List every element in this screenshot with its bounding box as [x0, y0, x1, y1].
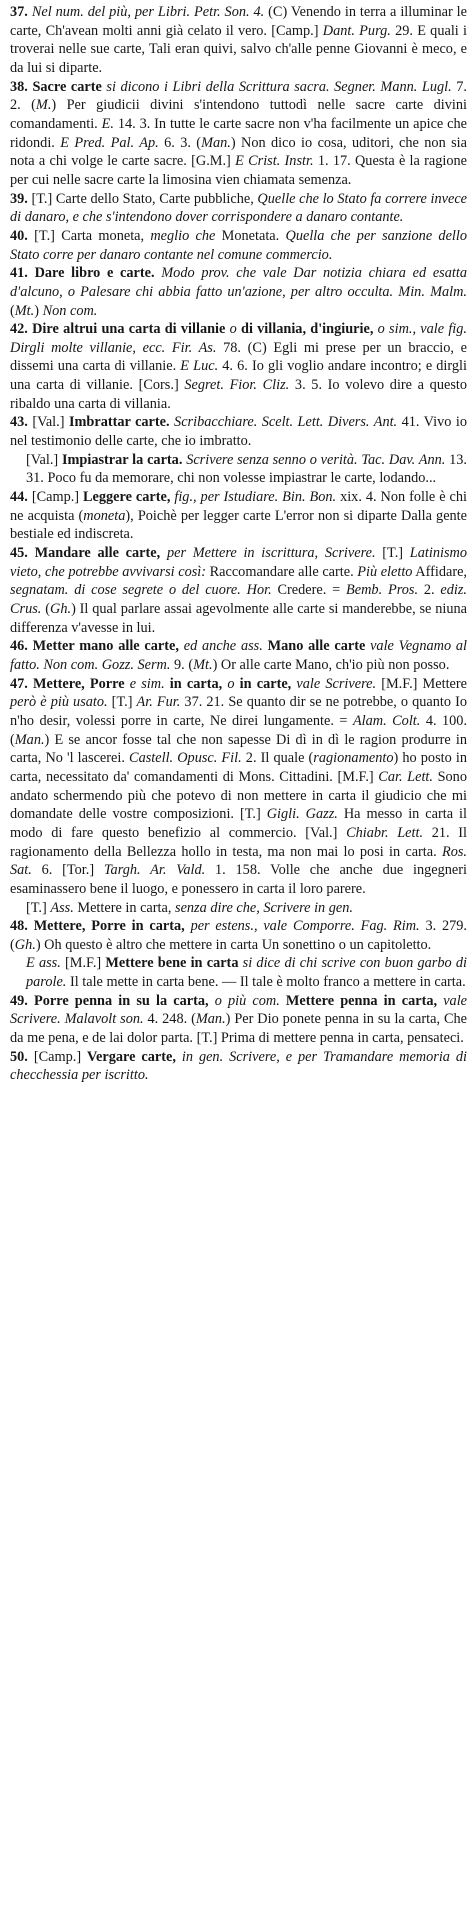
dictionary-entry-e48 [10, 917, 467, 954]
entry-text: [T.] [26, 899, 51, 916]
entry-text: ) ho posto in carta, necessitato da' comandamenti di Mons. Cittadini. [M.F.] [10, 750, 467, 785]
entry-gloss: fig., per Istudiare. Bin. Bon. [170, 489, 337, 506]
entry-text: Sono andato schermendo più che potevo di non mettere in carta il giudicio che mi domandate delle vostre composizioni. [T.] [10, 768, 467, 823]
entry-number: 42. [10, 321, 33, 338]
dictionary-entry-e38 [10, 78, 467, 190]
entry-headword: di villania, d'ingiurie, [241, 321, 374, 338]
entry-headword: Impiastrar la carta. [61, 451, 183, 468]
entry-text: 41. Vivo io nel testimonio delle carte, che io imbratto. [10, 414, 467, 450]
entry-text: Ha messo in carta il modo di fare questo benefizio al commercio. [Val.] [10, 806, 467, 841]
entry-text: Raccomandare alle carte. [206, 563, 358, 580]
entry-gloss: Latinismo vieto, che potrebbe avvivarsi così: [10, 545, 467, 580]
entry-gloss: Man. [14, 731, 45, 748]
entry-number: 39. [10, 190, 32, 207]
entry-gloss: Più eletto [357, 563, 413, 580]
entry-gloss: E Luc. [180, 358, 219, 375]
entry-gloss: Targh. Ar. Vald. [103, 862, 206, 879]
entry-text: ) E se ancor fosse tal che non sapesse Di dì in dì le ragion produrre in carta, No 'l lascerei. [10, 731, 467, 767]
entry-gloss: Quelle che lo Stato fa correre invece di danaro, e che s'intendono dover corrispondere a danaro contante. [10, 190, 468, 226]
entry-gloss: Dant. Purg. [322, 22, 391, 39]
entry-text: 9. ( [170, 656, 194, 673]
dictionary-entry-e45 [10, 544, 467, 637]
entry-headword: Dire altrui una carta di villanie [32, 321, 226, 338]
entry-text: ( [41, 601, 50, 617]
entry-number: 38. [10, 78, 33, 95]
entry-gloss: Castell. Opusc. Fil. [129, 750, 242, 767]
entry-text: 2. [418, 582, 441, 599]
entry-gloss: E Crist. Instr. [235, 153, 314, 170]
entry-text: [Camp.] [31, 489, 83, 506]
entry-text: 21. Il ragionamento della Bellezza hollo in testa, ma non mai lo posi in carta. [10, 824, 467, 860]
entry-headword: Mettere bene in carta [105, 955, 239, 972]
entry-text: 6. 3. ( [158, 134, 202, 151]
entry-gloss: o sim., vale fig. Dirgli molte villanie, ecc. Fir. As. [10, 321, 467, 356]
entry-text: ) Oh questo è altro che mettere in carta Un sonettino o un capitoletto. [35, 936, 432, 953]
entry-text: 2. Il quale ( [241, 750, 314, 767]
entry-headword: Mettere, Porre [33, 675, 125, 692]
entry-headword: Sacre carte [32, 78, 102, 95]
entry-gloss: Scribacchiare. Scelt. Lett. Divers. Ant. [169, 414, 398, 431]
entry-gloss: si dice di chi scrive con buon garbo di parole. [26, 955, 467, 991]
entry-text: [M.F.] [60, 955, 106, 972]
entry-text: ), Poichè per legger carte L'error non si diparte Dalla gente bestiale ed indiscreta. [10, 507, 468, 543]
entry-gloss: vale Vegnamo al fatto. Non com. Gozz. Serm. [10, 638, 468, 673]
entry-gloss: o [222, 675, 240, 692]
entry-gloss: Nel num. del più, per Libri. Petr. Son. 4. [31, 4, 265, 20]
entry-gloss: E Pred. Pal. Ap. [60, 134, 159, 151]
entry-gloss: ed anche ass. [178, 638, 268, 655]
entry-text: 1. 17. Questa è la ragione per cui nelle sacre carte la limosina vien chiamata semenza. [10, 153, 468, 188]
entry-gloss: Gh. [50, 601, 72, 617]
entry-text: ) Or alle carte Mano, ch'io più non posso. [212, 656, 450, 673]
entry-text: [Val.] [32, 414, 69, 431]
entry-gloss: E ass. [26, 955, 61, 972]
entry-gloss: Ros. Sat. [10, 843, 467, 879]
entry-headword: in carta, [169, 675, 223, 692]
entry-number: 49. [10, 992, 35, 1009]
entry-number: 41. [10, 265, 35, 282]
entry-gloss: Mt. [193, 656, 213, 673]
entry-text: ) Per giudicii divini s'intendono tuttodì nelle sacre carte divini comandamenti. [10, 97, 468, 132]
entry-text: 3. 279. ( [10, 918, 467, 953]
entry-gloss: Mt. [14, 302, 35, 319]
entry-text: 3. 5. Io volevo dire a questo ribaldo una carta di villania. [10, 377, 467, 412]
entry-text: Credere. = [271, 582, 347, 599]
entry-gloss: per Mettere in iscrittura, Scrivere. [160, 545, 376, 562]
dictionary-entry-e44 [10, 488, 467, 544]
entry-text: [T.] Carta moneta, [34, 227, 151, 244]
entry-number: 43. [10, 414, 33, 431]
entry-gloss: meglio che [150, 227, 216, 244]
entry-gloss: ragionamento [313, 750, 394, 767]
entry-headword: Leggere carte, [83, 489, 171, 506]
entry-gloss: Gigli. Gazz. [266, 806, 338, 823]
entry-text: ) Per Dio ponete penna in su la carta, Che da me pena, e de lai dolor parta. [T.] Prima di mettere penna in carta, pensateci. [10, 1011, 467, 1047]
entry-text: xix. 4. Non folle è chi ne acquista ( [10, 489, 467, 524]
entry-gloss: Ar. Fur. [136, 694, 181, 711]
entry-number: 40. [10, 227, 35, 244]
entry-text: 4. 6. Io gli voglio andare incontro; e dirgli una carta di villanie. [Cors.] [10, 358, 467, 394]
entry-text: Il tale mette in carta bene. — Il tale è molto franco a mettere in carta. [66, 974, 466, 991]
dictionary-entry-e37 [10, 3, 467, 78]
entry-gloss: Man. [201, 134, 231, 151]
dictionary-entry-e48b [10, 954, 467, 991]
entry-text: 4. 248. ( [143, 1011, 196, 1028]
entry-text: Monetata. [215, 227, 286, 244]
entry-gloss: ediz. Crus. [10, 582, 468, 617]
entry-number: 47. [10, 675, 34, 692]
entry-gloss: o più com. [208, 992, 286, 1009]
dictionary-entry-e46 [10, 637, 467, 674]
entry-text: [T.] [107, 694, 137, 711]
entry-gloss: Gh. [14, 936, 36, 953]
entry-gloss: Modo prov. che vale Dar notizia chiara ed esatta d'alcuno, o Palesare chi abbia fatto un'azione, per altro occulta. Min. Malm. [10, 265, 467, 300]
entry-number: 37. [10, 4, 32, 20]
entry-number: 45. [10, 545, 35, 562]
entry-text: 14. 3. In tutte le carte sacre non v'ha facilmente un apice che ridondi. [10, 115, 467, 151]
entry-headword: Mano alle carte [267, 638, 366, 655]
entry-headword: Mettere penna in carta, [285, 992, 438, 1009]
entry-number: 50. [10, 1048, 34, 1065]
entry-text: 29. E quali i troverai nelle sue carte, Tali eran quivi, salvo ch'alle penne Giovanni è meco, e da lui si diparte. [10, 22, 467, 76]
entry-gloss: per estens., vale Comporre. Fag. Rim. [184, 918, 420, 935]
entry-text: ) Il qual parlare assai agevolmente alle carte si manderebbe, se niuna differenza v'avesse in lui. [10, 601, 467, 636]
entry-headword: Porre penna in su la carta, [34, 992, 209, 1009]
entry-headword: Mettere, Porre in carta, [33, 918, 185, 935]
entry-text: 78. (C) Egli mi prese per un braccio, e dissemi una carta di villanie. [10, 339, 467, 375]
entry-headword: in carte, [239, 675, 292, 692]
entry-gloss: o [225, 321, 241, 338]
entry-gloss: moneta [83, 507, 126, 524]
entry-gloss: Bemb. Pros. [346, 582, 419, 599]
entry-number: 48. [10, 918, 34, 935]
dictionary-entry-e39 [10, 190, 467, 227]
entry-gloss: in gen. Scrivere, e per Tramandare memoria di checchessia per iscritto. [10, 1048, 468, 1084]
entry-gloss: Alam. Colt. [352, 712, 421, 729]
entry-text: 13. 31. Poco fu da memorare, chi non volesse impiastrar le carte, lodando... [26, 451, 467, 487]
entry-text: 37. 21. Se quanto dir se ne potrebbe, o quanto Io n'ho desir, volessi porre in carte, Ne direi lungamente. = [10, 694, 467, 729]
entry-gloss: vale Scrivere. Malavolt son. [10, 992, 468, 1028]
entry-gloss: segnatam. di cose segrete o del cuore. Hor. [10, 582, 272, 599]
entry-text: [Camp.] [33, 1048, 88, 1065]
entry-text: [T.] [375, 545, 410, 562]
entry-text: 7. 2. ( [10, 78, 467, 114]
entry-text: Mettere in carta, [73, 899, 175, 916]
dictionary-entry-e47b [10, 899, 467, 918]
entry-headword: Mandare alle carte, [34, 545, 161, 562]
dictionary-entry-e43b [10, 451, 467, 488]
entry-gloss: Car. Lett. [378, 768, 433, 785]
dictionary-entry-e47 [10, 675, 467, 899]
entry-gloss: Quella che per sanzione dello Stato corre per danaro contante nel comune commercio. [10, 227, 468, 263]
entry-text: [M.F.] Mettere [376, 675, 468, 692]
entry-text: (C) Venendo in terra a illuminar le carte, Ch'avean molti anni già celato il vero. [Camp.] [10, 4, 467, 39]
entry-gloss: Non com. [42, 302, 98, 319]
entry-text: 1. 158. Volle che anche due ingegneri esaminassero bene il luogo, e ponessero in carta il loro parere. [10, 862, 467, 897]
entry-headword: Dare libro e carte. [34, 265, 155, 282]
entry-gloss: Scrivere senza senno o verità. Tac. Dav. Ann. [182, 451, 446, 468]
entry-headword: Imbrattar carte. [68, 414, 170, 431]
dictionary-entry-e43 [10, 413, 467, 450]
entry-gloss: M. [35, 97, 52, 114]
entry-text: [T.] Carte dello Stato, Carte pubbliche, [31, 190, 258, 207]
dictionary-entry-e40 [10, 227, 467, 264]
entry-number: 44. [10, 489, 32, 506]
entry-gloss: e sim. [124, 675, 170, 692]
entry-gloss: senza dire che, Scrivere in gen. [175, 899, 353, 916]
entry-gloss: si dicono i Libri della Scrittura sacra. Segner. Mann. Lugl. [101, 78, 452, 95]
entry-text: ( [10, 302, 15, 319]
entry-gloss: Chiabr. Lett. [346, 824, 424, 841]
entry-gloss: però è più usato. [10, 694, 108, 711]
entry-text: [Val.] [26, 451, 62, 468]
entry-number: 46. [10, 638, 33, 655]
entry-gloss: E. [101, 115, 114, 132]
entry-text: 4. 100. ( [10, 712, 468, 748]
entry-text: ) [34, 302, 43, 319]
entry-text: 6. [Tor.] [31, 862, 104, 879]
entry-text: Affidare, [412, 563, 467, 580]
entry-headword: Metter mano alle carte, [32, 638, 179, 655]
entry-gloss: Segret. Fior. Cliz. [184, 377, 290, 394]
entry-gloss: vale Scrivere. [291, 675, 377, 692]
dictionary-entry-e42 [10, 320, 467, 413]
entry-gloss: Ass. [50, 899, 74, 916]
dictionary-entry-e50 [10, 1048, 467, 1085]
entry-headword: Vergare carte, [87, 1048, 176, 1065]
dictionary-entry-e49 [10, 992, 467, 1048]
dictionary-entry-e41 [10, 264, 467, 320]
entry-gloss: Man. [195, 1011, 226, 1028]
entry-text: ) Non dico io cosa, uditori, che non sia nota a chi volge le carte sacre. [G.M.] [10, 134, 467, 170]
